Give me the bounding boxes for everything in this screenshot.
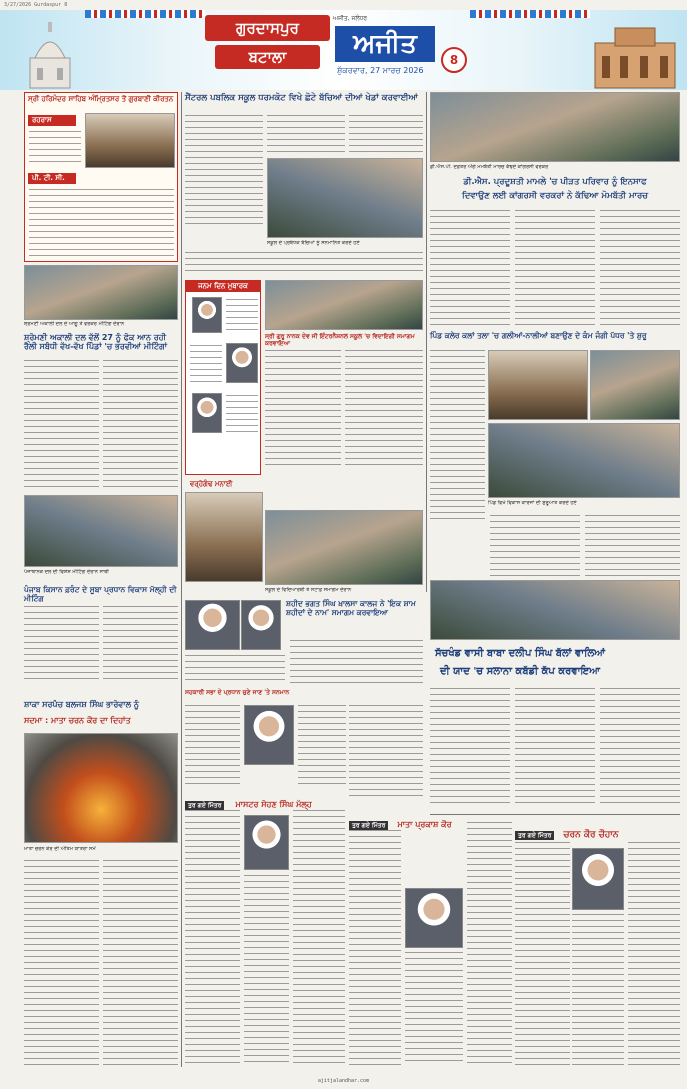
cremation-caption: ਮਾਤਾ ਚਰਨ ਕੌਰ ਦੀ ਅੰਤਿਮ ਯਾਤਰਾ ਸਮੇਂ: [24, 846, 96, 852]
candle-march-headline-1: ਡੀ.ਐਸ. ਪ੍ਰਦੂਸ਼ਤੀ ਮਾਮਲੇ 'ਚ ਪੀੜਤ ਪਰਿਵਾਰ ਨੂੰ ਇਨਸਾਫ: [463, 177, 647, 187]
school-sports-photo: [267, 158, 423, 238]
farewell-text-col2: [345, 350, 423, 465]
birthday-text-3: [226, 395, 258, 433]
anniversary-photo: [185, 492, 263, 582]
birthday-photo-3: [192, 393, 222, 433]
golden-temple-icon: [25, 18, 75, 90]
obituary-name-2: ਮਾਤਾ ਪ੍ਰਕਾਸ਼ ਕੌਰ: [397, 820, 452, 829]
school-students-photo: [265, 510, 423, 585]
obituary-tag-1: ਤੁਰ ਗਏ ਮਿੱਤਰ: [185, 801, 224, 810]
masthead-city1: ਗੁਰਦਾਸਪੁਰ: [205, 15, 330, 41]
kabaddi-cup-headline-2: ਦੀ ਯਾਦ 'ਚ ਸਲਾਨਾ ਕਬੱਡੀ ਕੱਪ ਕਰਵਾਇਆ: [439, 666, 601, 677]
column-divider: [181, 92, 182, 1067]
village-works-headline: ਪਿੰਡ ਕਲੇਰ ਕਲਾਂ ਤਲਾ 'ਚ ਗਲੀਆਂ-ਨਾਲੀਆਂ ਬਣਾਉਣ ਦੇ ਕੰਮ ਜੰਗੀ ਪੱਧਰ 'ਤੇ ਸ਼ੁਰੂ: [430, 331, 647, 340]
college-guest-photo-2: [241, 600, 281, 650]
masthead-date: ਸ਼ੁੱਕਰਵਾਰ, 27 ਮਾਰਚ 2026: [337, 66, 424, 75]
masthead-paper-name: ਅਜੀਤ: [335, 26, 435, 62]
society-text-col2: [298, 705, 346, 785]
village-works-photo-3: [488, 423, 680, 498]
village-works-text-col1: [430, 350, 485, 520]
kabaddi-cup-photo: [430, 580, 680, 640]
condolence-text-col1: [24, 860, 99, 1065]
obituary-1-text-col1: [185, 810, 240, 1065]
masthead-pattern: [470, 10, 590, 18]
obituary-3-text-col2: [572, 914, 624, 1065]
obituary-2-text-col1: [349, 830, 401, 1065]
obituary-3-photo: [572, 848, 624, 910]
page-footer: ajitjalandhar.com: [317, 1078, 370, 1084]
masthead-publisher: ਅਜੀਤ, ਜਲੰਧਰ: [333, 15, 368, 22]
birthday-text-1: [226, 299, 258, 333]
masthead-city2: ਬਟਾਲਾ: [215, 45, 320, 69]
kirtan-ad-box: [24, 92, 178, 262]
candle-march-text-col3: [600, 210, 680, 325]
obituary-3-text-col0: [467, 822, 512, 1065]
obituary-2-photo: [405, 888, 463, 948]
obituary-3-text-col3: [628, 842, 680, 1065]
print-info: 3/27/2026 Gurdaspur 8: [4, 2, 68, 8]
kabaddi-cup-text-col1: [430, 688, 510, 808]
party-meeting-caption: ਪੰਜਾਬਾਨਕ ਦਲ ਦੀ ਵਿਸ਼ੇਸ਼ ਮੀਟਿੰਗ ਦੌਰਾਨ ਸਾਥੀ: [24, 569, 109, 575]
school-students-caption: ਸਕੂਲ ਦੇ ਵਿਦਿਆਰਥੀ ਤੇ ਸਟਾਫ਼ ਸਮਾਗਮ ਦੌਰਾਨ: [265, 587, 352, 593]
heritage-building-icon: [590, 18, 680, 90]
obituary-1-photo: [244, 815, 289, 870]
kirtan-ad-tag-rehras: ਰਹਰਾਸ: [28, 115, 76, 126]
school-sports-caption: ਸਕੂਲ ਦੇ ਪ੍ਰਬੰਧਕ ਬੱਚਿਆਂ ਨੂੰ ਸਨਮਾਨਿਤ ਕਰਦੇ ਹੋਏ: [267, 240, 360, 246]
village-works-caption: ਪਿੰਡ ਵਿਖੇ ਵਿਕਾਸ ਕਾਰਜਾਂ ਦੀ ਸ਼ੁਰੂਆਤ ਕਰਦੇ ਹੋਏ: [488, 500, 577, 506]
kirtan-ad-title: ਸ੍ਰੀ ਹਰਿਮੰਦਰ ਸਾਹਿਬ ਅੰਮ੍ਰਿਤਸਰ ਤੋਂ ਗੁਰਬਾਣੀ ਕੀਰਤਨ: [28, 95, 174, 103]
candle-march-photo: [430, 92, 680, 162]
school-event-photo: [265, 280, 423, 330]
birthday-photo-2: [226, 343, 258, 383]
obituary-header-1: [185, 792, 345, 809]
farewell-headline: ਸ੍ਰੀ ਗੁਰੂ ਨਾਨਕ ਦੇਵ ਜੀ ਇੰਟਰਨੈਸ਼ਨਲ ਸਕੂਲ 'ਚ ਵਿਦਾਇਗੀ ਸਮਾਗਮ ਕਰਵਾਇਆ: [265, 333, 415, 347]
kirtan-ad-text: [29, 131, 81, 167]
school-sports-text-col1: [185, 115, 263, 225]
school-sports-text-col3: [349, 115, 423, 155]
village-works-photo-2: [590, 350, 680, 420]
candle-march-text-col1: [430, 210, 510, 325]
college-event-text-col2: [290, 640, 423, 685]
kabaddi-cup-text-col3: [600, 688, 680, 808]
condolence-headline-1: ਸ਼ਾਕਾ ਸਰਪੰਚ ਬਲਜਸ਼ ਸਿੰਘ ਭਾਰੋਵਾਲ ਨੂੰ: [24, 700, 139, 709]
obituary-name-3: ਚਰਨ ਕੌਰ ਚੌਹਾਨ: [563, 830, 619, 840]
obituary-header-3: [515, 822, 680, 840]
birthday-text-2: [190, 345, 222, 383]
birthday-photo-1: [192, 297, 222, 333]
obituary-tag-3: ਤੁਰ ਗਏ ਮਿੱਤਰ: [515, 831, 554, 840]
akali-rally-text-col1: [24, 360, 99, 490]
kisan-front-text-col1: [24, 606, 99, 684]
candle-march-text-col2: [515, 210, 595, 325]
college-event-text-col1: [185, 655, 285, 685]
school-sports-headline: ਸੈਂਟਰਲ ਪਬਲਿਕ ਸਕੂਲ ਧਰਮਕੋਟ ਵਿਖੇ ਛੋਟੇ ਬੱਚਿਆਂ ਦੀਆਂ ਖੇਡਾਂ ਕਰਵਾਈਆਂ: [185, 93, 418, 103]
obituary-tag-2: ਤੁਰ ਗਏ ਮਿੱਤਰ: [349, 821, 388, 830]
condolence-headline-2: ਸਦਮਾ : ਮਾਤਾ ਚਰਨ ਕੌਰ ਦਾ ਦਿਹਾਂਤ: [24, 716, 131, 725]
golden-temple-photo: [85, 113, 175, 168]
farewell-text-col1: [265, 350, 341, 465]
anniversary-title: ਵਰ੍ਹੇਗੰਢ ਮਨਾਈ: [190, 480, 233, 488]
kabaddi-cup-headline-1: ਸੱਚਖੰਡ ਵਾਸੀ ਬਾਬਾ ਦਲੀਪ ਸਿੰਘ ਬੱਲਾਂ ਵਾਲਿਆਂ: [434, 648, 606, 659]
kirtan-ad-tag-ptc: ਪੀ. ਟੀ. ਸੀ.: [28, 173, 76, 184]
column-divider: [426, 92, 427, 592]
akali-rally-text-col2: [103, 360, 178, 490]
cremation-photo: [24, 733, 178, 843]
school-sports-text-more: [185, 252, 423, 276]
obituary-3-text-col1: [515, 842, 570, 1065]
akali-meeting-caption: ਸ਼੍ਰੋਮਣੀ ਅਕਾਲੀ ਦਲ ਦੇ ਆਗੂ ਤੇ ਵਰਕਰ ਮੀਟਿੰਗ ਦੌਰਾਨ: [24, 321, 125, 327]
school-sports-text-col2: [267, 115, 345, 155]
section-divider: [430, 814, 680, 815]
akali-rally-headline: ਸ਼੍ਰੋਮਣੀ ਅਕਾਲੀ ਦਲ ਵੱਲੋਂ 27 ਨੂੰ ਫੋਕ ਆਨ ਰਹੀ ਰੈਲੀ ਸਬੰਧੀ ਵੱਖ-ਵੱਖ ਪਿੰਡਾਂ 'ਚ ਭਰਵੀਆਂ ਮੀਟਿੰਗਾਂ: [24, 333, 167, 352]
candle-march-caption: ਡੀ.ਐਸ.ਪੀ. ਦਫ਼ਤਰ ਅੱਗੇ ਮੋਮਬੱਤੀ ਮਾਰਚ ਕੱਢਦੇ ਕਾਂਗਰਸੀ ਵਰਕਰ: [430, 164, 549, 170]
college-event-headline: ਸ਼ਹੀਦ ਭਗਤ ਸਿੰਘ ਖ਼ਾਲਸਾ ਕਾਲਜ ਨੇ 'ਇਕ ਸ਼ਾਮ ਸ਼ਹੀਦਾਂ ਦੇ ਨਾਮ' ਸਮਾਗਮ ਕਰਵਾਇਆ: [286, 599, 416, 617]
condolence-text-col2: [103, 860, 178, 1065]
obituary-2-text-col2: [405, 952, 463, 1065]
society-headline: ਸਹਕਾਰੀ ਸਭਾ ਦੇ ਪ੍ਰਧਾਨ ਚੁਣੇ ਜਾਣ 'ਤੇ ਸਨਮਾਨ: [185, 689, 290, 696]
candle-march-headline-2: ਦਿਵਾਉਣ ਲਈ ਕਾਂਗਰਸੀ ਵਰਕਰਾਂ ਨੇ ਕੱਢਿਆ ਮੋਮਬੱਤੀ ਮਾਰਚ: [462, 191, 648, 201]
obituary-1-text-col2: [244, 875, 289, 1065]
party-meeting-photo: [24, 495, 178, 567]
society-president-photo: [244, 705, 294, 765]
kirtan-ad-schedule: [29, 189, 174, 257]
kabaddi-cup-text-col2: [515, 688, 595, 808]
kisan-front-headline: ਪੰਜਾਬ ਕਿਸਾਨ ਫ਼ਰੰਟ ਦੇ ਸੂਬਾ ਪ੍ਰਧਾਨ ਵਿਕਾਸ ਮੱਲ੍ਹੀ ਦੀ ਮੀਟਿੰਗ: [24, 585, 177, 603]
village-works-text-col3: [585, 515, 680, 577]
akali-meeting-photo: [24, 265, 178, 320]
obituary-1-text-col3: [293, 810, 345, 1065]
page-number: 8: [441, 47, 467, 73]
masthead-pattern: [85, 10, 205, 18]
birthday-title: ਜਨਮ ਦਿਨ ਮੁਬਾਰਕ: [186, 281, 260, 292]
village-works-text-col2: [490, 515, 580, 577]
college-event-text-col3: [349, 705, 423, 800]
society-text-col1: [185, 705, 240, 785]
kisan-front-text-col2: [103, 606, 178, 684]
village-works-photo-1: [488, 350, 588, 420]
college-guest-photo-1: [185, 600, 240, 650]
birthday-box: [185, 280, 261, 475]
obituary-name-1: ਮਾਸਟਰ ਸੋਹਣ ਸਿੰਘ ਮੱਲ੍ਹ: [235, 800, 312, 809]
